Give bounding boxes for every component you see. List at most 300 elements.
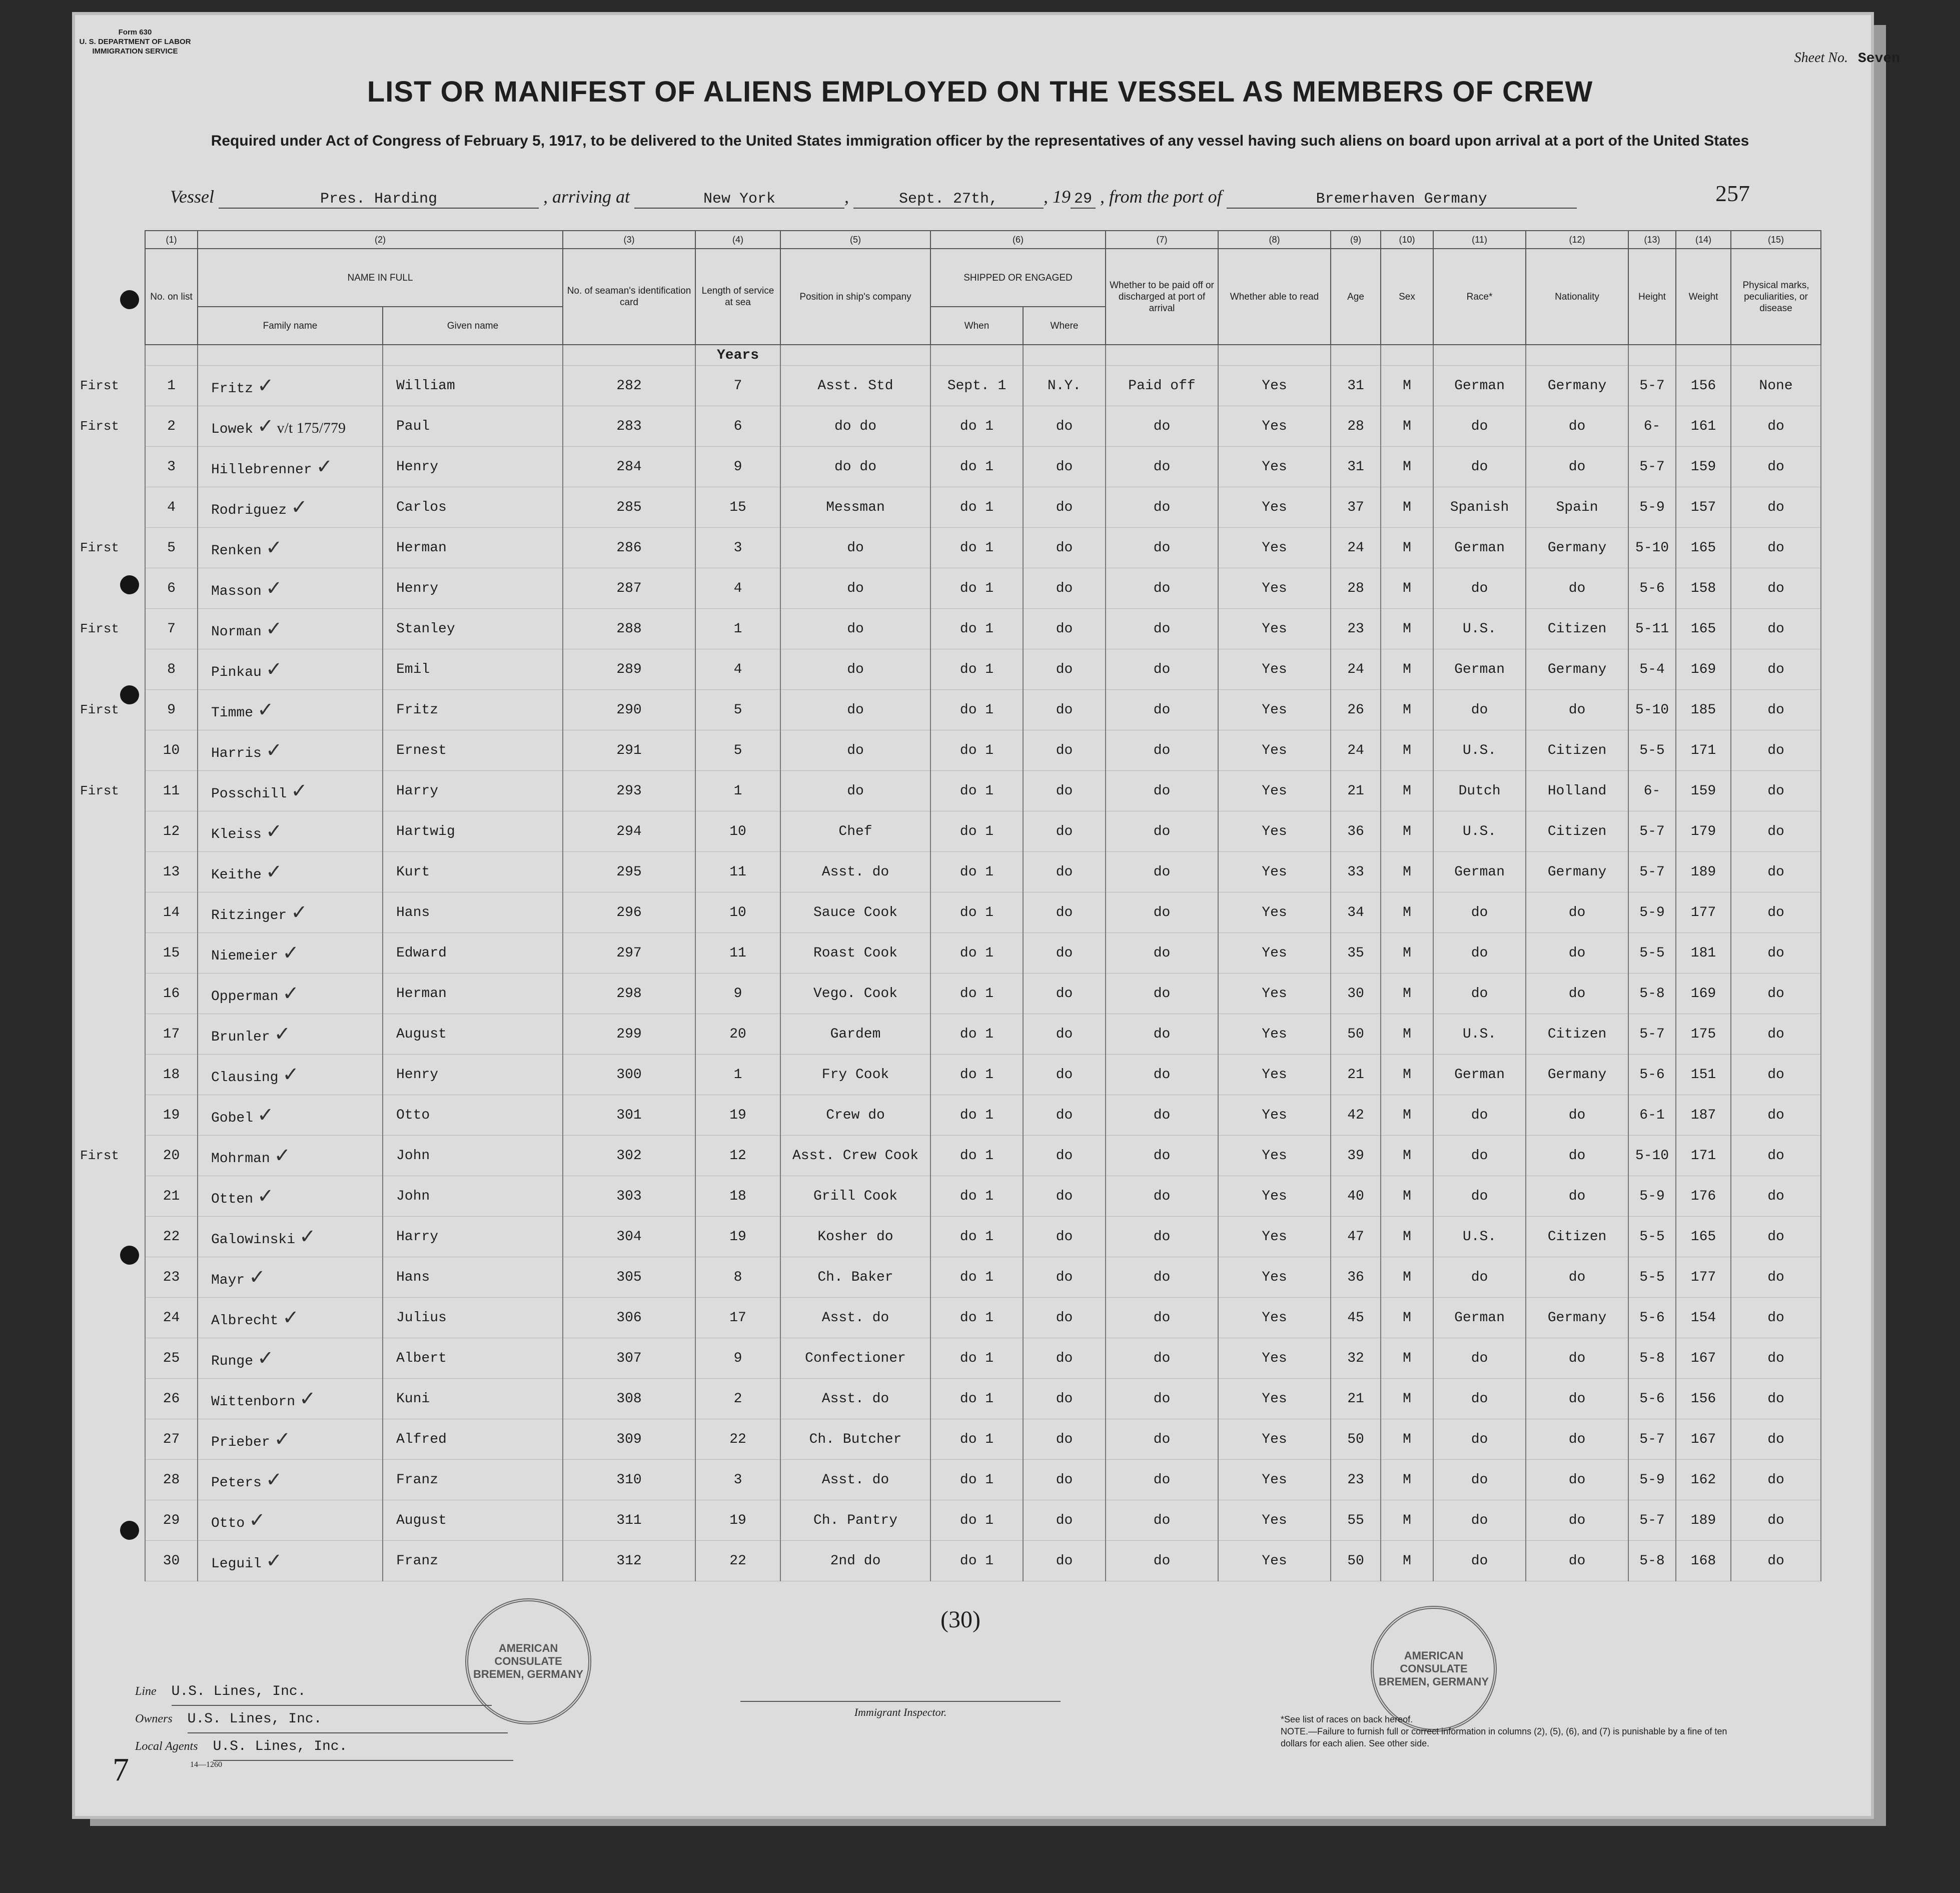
paid-off-text: do	[1153, 904, 1171, 920]
position-text: Fry Cook	[821, 1067, 889, 1083]
crew-row	[80, 974, 1821, 1014]
paid-off	[1106, 1014, 1218, 1055]
height-text: 5-11	[1635, 621, 1669, 637]
family-name-text: Gobel	[211, 1111, 254, 1126]
race-text: German	[1454, 1067, 1505, 1083]
weight-text: 189	[1690, 1512, 1716, 1528]
weight-text: 159	[1690, 459, 1716, 475]
check-mark-icon: ✓	[265, 617, 283, 640]
sex-text: M	[1403, 499, 1411, 515]
able-to-read	[1218, 1014, 1331, 1055]
service-years-text: 22	[729, 1431, 746, 1447]
id-card-text: 288	[616, 621, 642, 637]
weight-text: 156	[1690, 378, 1716, 394]
nationality	[1526, 1136, 1628, 1176]
shipped-when-text: do 1	[959, 742, 994, 758]
age	[1331, 1298, 1381, 1338]
height	[1628, 1298, 1676, 1338]
header-no-on-list: No. on list	[145, 249, 198, 345]
height	[1628, 528, 1676, 568]
paid-off	[1106, 892, 1218, 933]
crew-table-wrapper	[80, 230, 1809, 1581]
weight	[1676, 1460, 1731, 1500]
physical-marks	[1731, 406, 1821, 447]
nationality	[1526, 1460, 1628, 1500]
weight	[1676, 649, 1731, 690]
age	[1331, 1500, 1381, 1541]
paid-off	[1106, 406, 1218, 447]
sex	[1381, 366, 1433, 406]
physical-marks	[1731, 1014, 1821, 1055]
physical-marks	[1731, 811, 1821, 852]
given-name-text: Paul	[396, 418, 430, 434]
nationality-text: do	[1568, 1107, 1586, 1123]
id-card-text: 308	[616, 1391, 642, 1407]
race-text: do	[1471, 1391, 1488, 1407]
race	[1433, 1541, 1526, 1581]
age	[1331, 1338, 1381, 1379]
col-num-11: (11)	[1433, 231, 1526, 249]
sex-text: M	[1403, 1512, 1411, 1528]
position	[780, 1338, 930, 1379]
list-number-text: 7	[167, 621, 176, 637]
family-name	[198, 1257, 383, 1298]
sex	[1381, 892, 1433, 933]
check-mark-icon: ✓	[282, 1306, 299, 1329]
sex-text: M	[1403, 702, 1411, 718]
height-text: 6-	[1643, 783, 1661, 799]
physical-marks	[1731, 730, 1821, 771]
paid-off	[1106, 1257, 1218, 1298]
paid-off-text: do	[1153, 499, 1171, 515]
physical-marks-text: do	[1767, 864, 1784, 880]
family-name-text: Wittenborn	[211, 1394, 296, 1410]
sex	[1381, 1257, 1433, 1298]
sex-text: M	[1403, 1553, 1411, 1569]
position-text: 2nd do	[830, 1553, 881, 1569]
given-name-text: Herman	[396, 540, 447, 556]
physical-marks-text: do	[1767, 621, 1784, 637]
shipped-when	[930, 1379, 1023, 1419]
family-name-text: Keithe	[211, 867, 262, 883]
first-class-mark	[80, 811, 145, 852]
id-card-text: 297	[616, 945, 642, 961]
service-years-text: 10	[729, 823, 746, 839]
age	[1331, 649, 1381, 690]
weight-text: 168	[1690, 1553, 1716, 1569]
line-label: Line	[135, 1685, 157, 1698]
race	[1433, 892, 1526, 933]
physical-marks-text: do	[1767, 1229, 1784, 1245]
family-name	[198, 1500, 383, 1541]
nationality-text: do	[1568, 1188, 1586, 1204]
nationality-text: do	[1568, 1269, 1586, 1285]
height-text: 5-7	[1639, 1431, 1665, 1447]
shipped-where	[1023, 974, 1106, 1014]
family-name-text: Leguil	[211, 1556, 262, 1572]
position	[780, 1541, 930, 1581]
position-text: do	[847, 540, 864, 556]
shipped-where-text: do	[1056, 499, 1073, 515]
family-name-text: Timme	[211, 705, 254, 721]
position	[780, 447, 930, 487]
race-text: German	[1454, 378, 1505, 394]
position-text: Crew do	[826, 1107, 885, 1123]
nationality	[1526, 690, 1628, 730]
position	[780, 1460, 930, 1500]
id-card-text: 298	[616, 986, 642, 1002]
paid-off-text: do	[1153, 864, 1171, 880]
first-class-mark	[80, 730, 145, 771]
sex	[1381, 1500, 1433, 1541]
list-number-text: 26	[163, 1391, 180, 1407]
shipped-when	[930, 1217, 1023, 1257]
col-num-2: (2)	[198, 231, 563, 249]
able-to-read	[1218, 1460, 1331, 1500]
weight	[1676, 730, 1731, 771]
list-number	[145, 1419, 198, 1460]
race	[1433, 1136, 1526, 1176]
check-mark-icon: ✓	[282, 941, 299, 965]
nationality-text: do	[1568, 702, 1586, 718]
check-mark-icon: ✓	[257, 1347, 274, 1370]
sex	[1381, 974, 1433, 1014]
race-text: do	[1471, 904, 1488, 920]
first-class-mark	[80, 933, 145, 974]
physical-marks	[1731, 609, 1821, 649]
list-number-text: 28	[163, 1472, 180, 1488]
form-code: 14—1260	[190, 1760, 222, 1769]
race	[1433, 974, 1526, 1014]
given-name	[383, 852, 563, 892]
age	[1331, 487, 1381, 528]
shipped-where-text: do	[1056, 986, 1073, 1002]
crew-row	[80, 1298, 1821, 1338]
check-mark-icon: ✓	[257, 1185, 274, 1208]
nationality-text: do	[1568, 945, 1586, 961]
physical-marks-text: do	[1767, 1310, 1784, 1326]
age-text: 42	[1347, 1107, 1364, 1123]
physical-marks-text: do	[1767, 904, 1784, 920]
able-to-read	[1218, 1217, 1331, 1257]
list-number	[145, 568, 198, 609]
age-text: 37	[1347, 499, 1364, 515]
paid-off	[1106, 1419, 1218, 1460]
race	[1433, 447, 1526, 487]
list-number-text: 1	[167, 378, 176, 394]
list-number-text: 5	[167, 540, 176, 556]
nationality	[1526, 528, 1628, 568]
nationality	[1526, 811, 1628, 852]
weight	[1676, 1257, 1731, 1298]
sex-text: M	[1403, 1107, 1411, 1123]
weight	[1676, 933, 1731, 974]
shipped-where-text: do	[1056, 540, 1073, 556]
position	[780, 892, 930, 933]
position	[780, 568, 930, 609]
col-num-14: (14)	[1676, 231, 1731, 249]
given-name-text: Emil	[396, 661, 430, 677]
list-number	[145, 690, 198, 730]
shipped-where	[1023, 406, 1106, 447]
able-to-read	[1218, 406, 1331, 447]
height	[1628, 1257, 1676, 1298]
position	[780, 771, 930, 811]
height	[1628, 1460, 1676, 1500]
id-card-text: 307	[616, 1350, 642, 1366]
sex-text: M	[1403, 1188, 1411, 1204]
col-num-12: (12)	[1526, 231, 1628, 249]
age-text: 39	[1347, 1148, 1364, 1164]
shipped-when-text: do 1	[959, 1310, 994, 1326]
check-mark-icon: ✓	[257, 415, 274, 438]
vessel-line: Vessel Pres. Harding , arriving at New York , Sept. 27th, , 19 29 , from the port of Bremerhaven Germany	[170, 186, 1721, 209]
age	[1331, 528, 1381, 568]
department: U. S. DEPARTMENT OF LABOR	[79, 38, 191, 46]
able-to-read-text: Yes	[1262, 1067, 1287, 1083]
list-number-text: 22	[163, 1229, 180, 1245]
able-to-read-text: Yes	[1262, 1350, 1287, 1366]
shipped-where-text: do	[1056, 1188, 1073, 1204]
race	[1433, 1014, 1526, 1055]
first-class-mark	[80, 1298, 145, 1338]
height-text: 5-4	[1639, 661, 1665, 677]
position-text: Asst. do	[821, 1310, 889, 1326]
first-class-mark: First	[80, 702, 120, 717]
id-card	[563, 1460, 695, 1500]
shipped-where-text: do	[1056, 783, 1073, 799]
given-name-text: Kurt	[396, 864, 430, 880]
list-number-text: 17	[163, 1026, 180, 1042]
height	[1628, 892, 1676, 933]
list-number-text: 14	[163, 904, 180, 920]
paid-off-text: do	[1153, 1188, 1171, 1204]
service-years-text: 3	[733, 1472, 742, 1488]
height-text: 5-7	[1639, 378, 1665, 394]
col-num-4: (4)	[695, 231, 780, 249]
list-number	[145, 1055, 198, 1095]
race-text: Dutch	[1458, 783, 1501, 799]
height	[1628, 1541, 1676, 1581]
race-text: do	[1471, 1431, 1488, 1447]
weight-text: 165	[1690, 540, 1716, 556]
able-to-read	[1218, 1298, 1331, 1338]
given-name-text: Edward	[396, 945, 447, 961]
service-years	[695, 1136, 780, 1176]
id-card-text: 286	[616, 540, 642, 556]
physical-marks	[1731, 974, 1821, 1014]
race-text: German	[1454, 540, 1505, 556]
given-name-text: Harry	[396, 1229, 439, 1245]
family-name	[198, 1379, 383, 1419]
inspector-signature-line: Immigrant Inspector.	[740, 1701, 1061, 1719]
nationality-text: do	[1568, 1472, 1586, 1488]
header-paid-off: Whether to be paid off or discharged at port of arrival	[1106, 249, 1218, 345]
crew-row	[80, 852, 1821, 892]
weight	[1676, 1338, 1731, 1379]
shipped-when-text: do 1	[959, 864, 994, 880]
shipped-where	[1023, 1257, 1106, 1298]
race	[1433, 1095, 1526, 1136]
age-text: 32	[1347, 1350, 1364, 1366]
id-card-text: 285	[616, 499, 642, 515]
race	[1433, 649, 1526, 690]
paid-off	[1106, 528, 1218, 568]
physical-marks	[1731, 366, 1821, 406]
shipped-when	[930, 609, 1023, 649]
id-card-text: 296	[616, 904, 642, 920]
nationality-text: do	[1568, 986, 1586, 1002]
family-name	[198, 933, 383, 974]
sex-text: M	[1403, 1431, 1411, 1447]
service-years	[695, 1338, 780, 1379]
family-name	[198, 1338, 383, 1379]
able-to-read	[1218, 1136, 1331, 1176]
able-to-read-text: Yes	[1262, 986, 1287, 1002]
col-num-3: (3)	[563, 231, 695, 249]
race	[1433, 1298, 1526, 1338]
family-name	[198, 406, 383, 447]
col-num-10: (10)	[1381, 231, 1433, 249]
shipped-when	[930, 1176, 1023, 1217]
family-name	[198, 771, 383, 811]
list-number	[145, 1298, 198, 1338]
id-card-text: 309	[616, 1431, 642, 1447]
paid-off	[1106, 933, 1218, 974]
able-to-read-text: Yes	[1262, 1229, 1287, 1245]
age-text: 26	[1347, 702, 1364, 718]
physical-marks	[1731, 1541, 1821, 1581]
family-name	[198, 1460, 383, 1500]
position	[780, 1055, 930, 1095]
race	[1433, 1338, 1526, 1379]
able-to-read-text: Yes	[1262, 1310, 1287, 1326]
vessel-name: Pres. Harding	[219, 191, 539, 209]
weight	[1676, 1500, 1731, 1541]
page-subtitle: Required under Act of Congress of February 5, 1917, to be delivered to the United States immigration officer by the representatives of any vessel having such aliens on board upon arrival at a port of the United States	[211, 133, 1749, 149]
height-text: 5-6	[1639, 1067, 1665, 1083]
height-text: 5-9	[1639, 904, 1665, 920]
age	[1331, 771, 1381, 811]
sex-text: M	[1403, 1472, 1411, 1488]
list-number-text: 9	[167, 702, 176, 718]
race-text: do	[1471, 1553, 1488, 1569]
service-years-text: 19	[729, 1229, 746, 1245]
given-name	[383, 1460, 563, 1500]
position-text: do	[847, 661, 864, 677]
shipped-where-text: do	[1056, 742, 1073, 758]
physical-marks-text: do	[1767, 1431, 1784, 1447]
shipped-when-text: do 1	[959, 661, 994, 677]
shipped-when	[930, 487, 1023, 528]
race	[1433, 1176, 1526, 1217]
given-name-text: Franz	[396, 1472, 439, 1488]
age-text: 21	[1347, 1067, 1364, 1083]
height-text: 5-6	[1639, 1310, 1665, 1326]
height-text: 5-5	[1639, 945, 1665, 961]
sex-text: M	[1403, 540, 1411, 556]
able-to-read	[1218, 1257, 1331, 1298]
paid-off	[1106, 1136, 1218, 1176]
family-name	[198, 649, 383, 690]
position-text: Vego. Cook	[813, 986, 898, 1002]
given-name-text: Stanley	[396, 621, 455, 637]
paid-off-text: do	[1153, 823, 1171, 839]
sex-text: M	[1403, 459, 1411, 475]
shipped-where	[1023, 771, 1106, 811]
weight	[1676, 609, 1731, 649]
weight-text: 187	[1690, 1107, 1716, 1123]
nationality	[1526, 933, 1628, 974]
id-card-text: 312	[616, 1553, 642, 1569]
id-card	[563, 1257, 695, 1298]
crew-row	[80, 528, 1821, 568]
header-height: Height	[1628, 249, 1676, 345]
family-name-text: Albrecht	[211, 1313, 279, 1329]
race	[1433, 933, 1526, 974]
given-name-text: Fritz	[396, 702, 439, 718]
given-name-text: John	[396, 1188, 430, 1204]
given-name-text: Kuni	[396, 1391, 430, 1407]
year-prefix: , 19	[1044, 187, 1071, 207]
able-to-read-text: Yes	[1262, 1148, 1287, 1164]
check-mark-icon: ✓	[265, 860, 283, 883]
position-text: do	[847, 580, 864, 596]
header-id-card: No. of seaman's identification card	[563, 249, 695, 345]
crew-row	[80, 1500, 1821, 1541]
header-family-name: Family name	[198, 307, 383, 345]
height	[1628, 852, 1676, 892]
agents-value: U.S. Lines, Inc.	[213, 1733, 513, 1761]
crew-row	[80, 447, 1821, 487]
crew-row	[80, 1419, 1821, 1460]
paid-off	[1106, 1298, 1218, 1338]
sex	[1381, 933, 1433, 974]
race-text: do	[1471, 945, 1488, 961]
height-text: 5-7	[1639, 823, 1665, 839]
able-to-read	[1218, 487, 1331, 528]
weight-text: 165	[1690, 1229, 1716, 1245]
given-name-text: August	[396, 1512, 447, 1528]
physical-marks	[1731, 852, 1821, 892]
race-text: do	[1471, 1107, 1488, 1123]
family-name-text: Ritzinger	[211, 908, 287, 923]
header-nationality: Nationality	[1526, 249, 1628, 345]
paid-off-text: do	[1153, 1067, 1171, 1083]
sex	[1381, 811, 1433, 852]
crew-row	[80, 811, 1821, 852]
paid-off	[1106, 447, 1218, 487]
nationality-text: Germany	[1547, 864, 1607, 880]
family-name-text: Otten	[211, 1192, 254, 1207]
list-number	[145, 1379, 198, 1419]
paid-off	[1106, 487, 1218, 528]
shipped-where-text: do	[1056, 1512, 1073, 1528]
paid-off	[1106, 811, 1218, 852]
age	[1331, 730, 1381, 771]
paid-off	[1106, 1217, 1218, 1257]
paid-off	[1106, 1176, 1218, 1217]
shipped-where-text: do	[1056, 1269, 1073, 1285]
col-num-8: (8)	[1218, 231, 1331, 249]
age	[1331, 1379, 1381, 1419]
crew-row	[80, 1095, 1821, 1136]
weight	[1676, 447, 1731, 487]
family-name-text: Otto	[211, 1516, 245, 1531]
race-text: do	[1471, 1269, 1488, 1285]
able-to-read-text: Yes	[1262, 1431, 1287, 1447]
shipped-when	[930, 447, 1023, 487]
